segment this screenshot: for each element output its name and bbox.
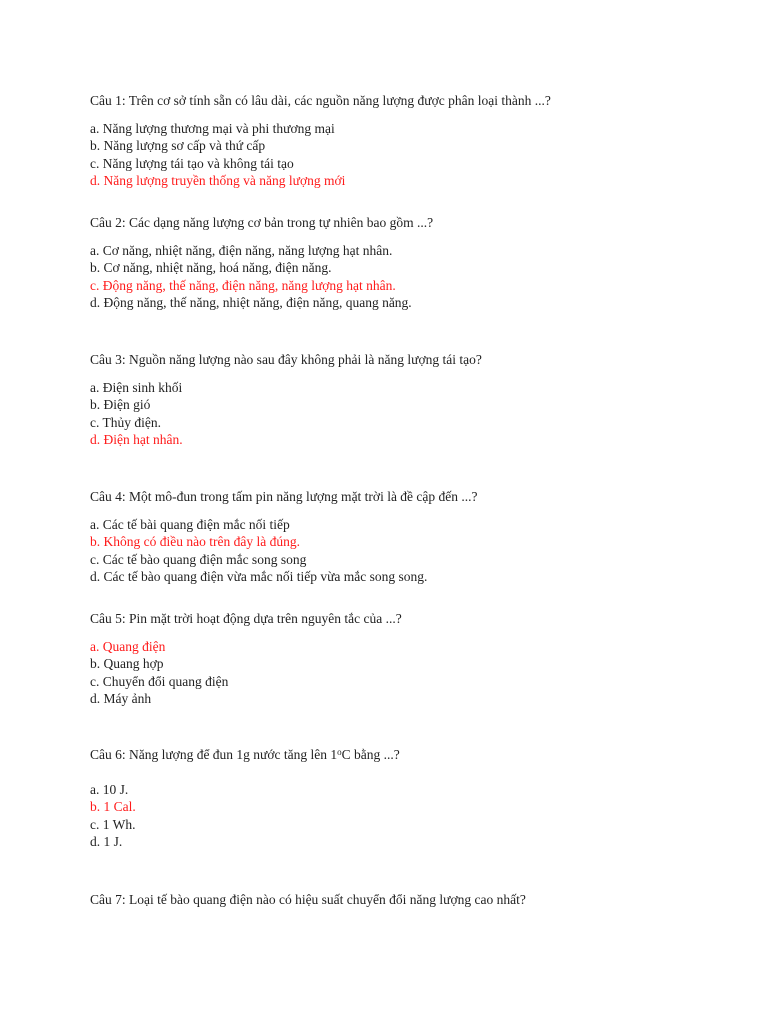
option-2a: a. Cơ năng, nhiệt năng, điện năng, năng lượng hạt nhân. [90,242,393,258]
question-6-options [90,781,400,851]
option-1a: a. Năng lượng thương mại và phi thương mại [90,120,335,136]
question-5-prompt: Câu 5: Pin mặt trời hoạt động dựa trên nguyên tắc của ...? [90,611,402,626]
question-5-options [90,638,402,708]
question-7 [90,891,526,909]
question-2-options [90,242,433,312]
option-5d: d. Máy ảnh [90,691,152,706]
question-6-prompt-tail: C bằng ...? [341,747,400,762]
option-4b-correct: b. Không có điều nào trên đây là đúng. [90,534,300,549]
question-6-prompt [90,746,400,764]
question-2 [90,214,433,312]
question-4-options [90,516,478,586]
option-6c: c. 1 Wh. [90,816,136,832]
option-2c-correct: c. Động năng, thế năng, điện năng, năng lượng hạt nhân. [90,277,396,293]
question-3-prompt: Câu 3: Nguồn năng lượng nào sau đây không phải là năng lượng tái tạo? [90,352,482,367]
question-1-prompt: Câu 1: Trên cơ sở tính sẵn có lâu dài, các nguồn năng lượng được phân loại thành ...? [90,93,551,108]
question-4 [90,488,478,586]
question-7-prompt: Câu 7: Loại tế bào quang điện nào có hiệu suất chuyển đổi năng lượng cao nhất? [90,892,526,907]
option-6a: a. 10 J. [90,781,129,797]
degree-superscript: o [337,747,342,757]
question-1 [90,92,551,190]
option-3b: b. Điện gió [90,397,151,412]
question-2-prompt: Câu 2: Các dạng năng lượng cơ bản trong tự nhiên bao gồm ...? [90,215,434,230]
option-2b: b. Cơ năng, nhiệt năng, hoá năng, điện năng. [90,260,332,275]
option-3c: c. Thủy điện. [90,414,161,430]
question-1-options [90,120,551,190]
question-5 [90,610,402,708]
option-3d-correct: d. Điện hạt nhân. [90,432,183,447]
option-6b-correct: b. 1 Cal. [90,799,136,814]
question-3 [90,351,482,449]
option-1d-correct: d. Năng lượng truyền thống và năng lượng mới [90,173,346,188]
option-5c: c. Chuyển đổi quang điện [90,673,229,689]
option-4a: a. Các tế bài quang điện mắc nối tiếp [90,516,290,532]
question-6-prompt-main: Câu 6: Năng lượng để đun 1g nước tăng lên 1 [90,747,338,762]
option-1c: c. Năng lượng tái tạo và không tái tạo [90,155,294,171]
option-4d: d. Các tế bào quang điện vừa mắc nối tiếp vừa mắc song song. [90,569,428,584]
question-3-options [90,379,482,449]
option-6d: d. 1 J. [90,834,123,849]
option-5b: b. Quang hợp [90,656,164,671]
option-5a-correct: a. Quang điện [90,638,166,654]
question-6 [90,746,400,851]
option-2d: d. Động năng, thế năng, nhiệt năng, điện năng, quang năng. [90,295,412,310]
question-4-prompt: Câu 4: Một mô-đun trong tấm pin năng lượng mặt trời là đề cập đến ...? [90,489,478,504]
option-4c: c. Các tế bào quang điện mắc song song [90,551,307,567]
option-3a: a. Điện sinh khối [90,379,183,395]
option-1b: b. Năng lượng sơ cấp và thứ cấp [90,138,266,153]
